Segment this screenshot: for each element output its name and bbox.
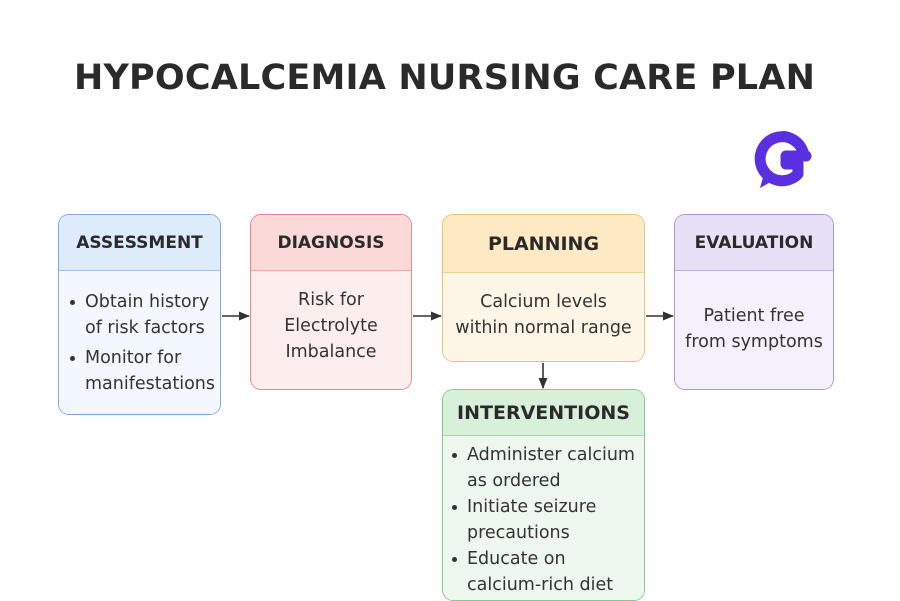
interventions-box [442,389,645,601]
evaluation-body [675,271,833,390]
diagnosis-line: Electrolyte [284,316,378,336]
interventions-header: INTERVENTIONS [443,390,644,436]
evaluation-box [674,214,834,390]
evaluation-header: EVALUATION [675,215,833,271]
list-item: Obtain history of risk factors [69,289,214,341]
diagnosis-line: Risk for [298,290,364,310]
evaluation-line: from symptoms [685,332,823,352]
assessment-box [58,214,221,415]
g-logo-icon [752,122,816,192]
list-item: Educate on calcium-rich diet [451,546,640,598]
page-title: HYPOCALCEMIA NURSING CARE PLAN [74,58,816,98]
assessment-list [69,289,214,397]
planning-box [442,214,645,362]
list-item: Initiate seizure precautions [451,494,640,546]
assessment-header: ASSESSMENT [59,215,220,271]
diagnosis-header: DIAGNOSIS [251,215,411,271]
planning-line: Calcium levels [480,292,607,312]
planning-header: PLANNING [443,215,644,273]
diagnosis-box [250,214,412,390]
assessment-body [59,271,220,415]
planning-body [443,273,644,362]
list-item: Administer calcium as ordered [451,442,640,494]
list-item: Monitor for manifestations [69,345,214,397]
interventions-list [451,442,640,598]
diagnosis-line: Imbalance [285,342,377,362]
evaluation-line: Patient free [703,306,805,326]
planning-line: within normal range [455,318,632,338]
interventions-body [443,436,644,601]
diagnosis-body [251,271,411,390]
